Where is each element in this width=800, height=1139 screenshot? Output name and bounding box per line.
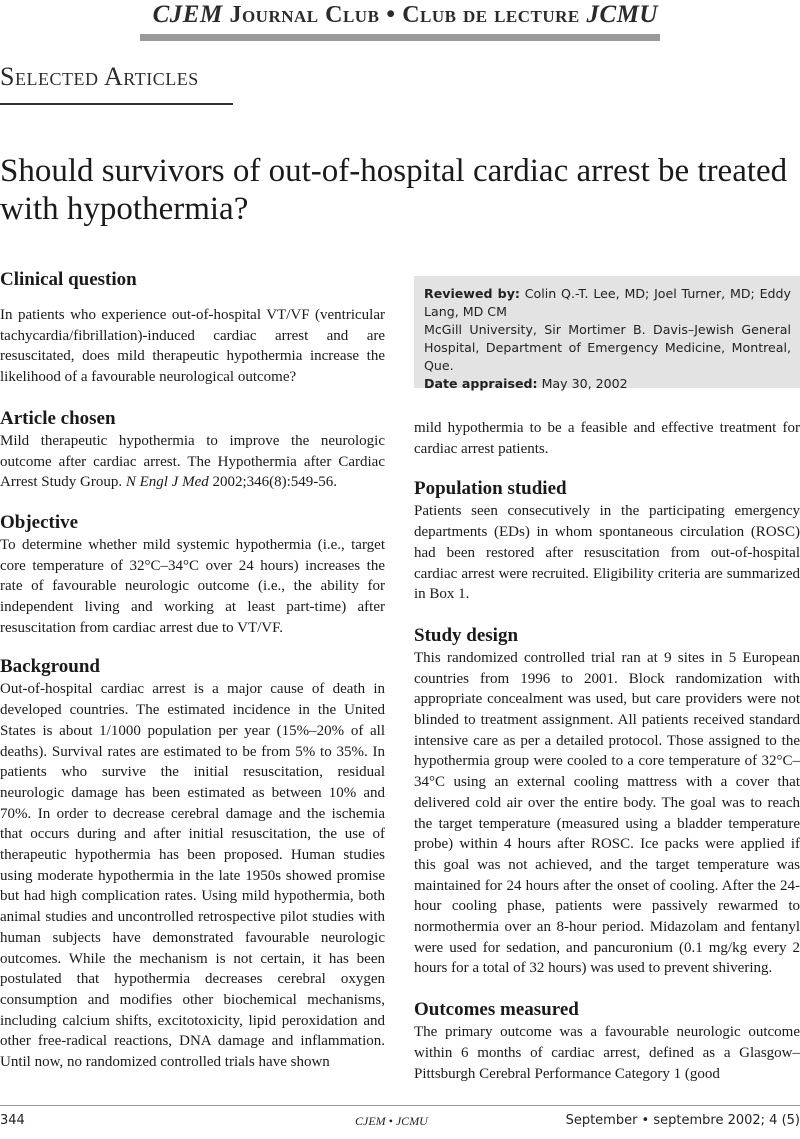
right-column [414,418,800,1084]
objective-heading: Objective [0,511,79,533]
objective-text: To determine whether mild systemic hypothermia (i.e., target core temperature of 32°C–34°C over 24 hours) increases the rate of favourable neurologic outcome (i.e., the ability for independent living and working at least part-time) after resuscitation from cardiac arrest due to VT/VF. [0,536,385,636]
date-appraised-value: May 30, 2002 [541,376,628,391]
background-heading: Background [0,656,100,678]
section-heading: Selected Articles [0,62,199,91]
date-appraised-label: Date appraised: [424,376,538,391]
reviewers [424,285,791,321]
journal-masthead [0,0,800,30]
study-design-text: This randomized controlled trial ran at 9 sites in 5 European countries from 1996 to 2001. Block randomization with appropriate concealment was used, but care providers were not blinded to treatment assignment. All patients received standard intensive care as per a detailed protocol. Those assigned to the hypothermia group were cooled to a core temperature of 32°C–34°C using an external cooling mattress with a cover that delivered cold air over the entire body. The goal was to reach the target temperature (measured using a bladder temperature probe) within 4 hours after ROSC. Ice packs were applied if this goal was not achieved, and the target temperature was maintained for 24 hours after the onset of cooling. After the 24-hour cooling phase, patients were passively rewarmed to normothermia over an 8-hour period. Midazolam and fentanyl were used for sedation, and pancuronium (0.1 mg/kg every 2 hours for a total of 32 hours) was used to prevent shivering. [414,649,800,977]
clinical-question-text: In patients who experience out-of-hospital VT/VF (ventricular tachycardia/fibrillation)-induced cardiac arrest and are resuscitated, does mild therapeutic hypothermia increase the likelihood of a favourable neurological outcome? [0,307,385,386]
population-heading: Population studied [414,478,567,500]
masthead-rule [140,34,660,41]
reviewer-names: Colin Q.-T. Lee, MD; Joel Turner, MD; Eddy Lang, MD CM [424,286,791,319]
outcomes-text: The primary outcome was a favourable neurologic outcome within 6 months of cardiac arrest, defined as a Glasgow–Pittsburgh Cerebral Performance Category 1 (good [414,1024,800,1082]
outcomes-heading: Outcomes measured [414,999,579,1021]
masthead-cjem: CJEM [152,1,223,28]
clinical-question-heading: Clinical question [0,269,137,290]
article-chosen-text [0,431,385,493]
continuation-text: mild hypothermia to be a feasible and effective treatment for cardiac arrest patients. [414,420,800,457]
footer-issue: September • septembre 2002; 4 (5) [565,1113,800,1128]
population-text: Patients seen consecutively in the participating emergency departments (EDs) in whom spontaneous circulation (ROSC) had been restored after resuscitation from out-of-hospital cardiac arrest were recruited. Eligibility criteria are summarized in Box 1. [414,503,800,603]
section-rule [0,103,233,105]
article-chosen-heading: Article chosen [0,407,116,429]
footer-journal: CJEM • JCMU [355,1114,428,1128]
masthead-journal-club: Journal Club [229,2,380,28]
article-chosen-title: Mild therapeutic hypothermia to improve the neurologic outcome after cardiac arrest. The Hypothermia after Cardiac Arrest Study Group. [0,432,385,491]
background-text: Out-of-hospital cardiac arrest is a major cause of death in developed countries. The estimated incidence in the United States is about 1/1000 population per year (15%–20% of all deaths). Survival rates are estimated to be from 5% to 35%. In patients who survive the initial resuscitation, residual neurologic damage has been estimated as between 10% and 70%. In order to decrease cerebral damage and the ischemia that occurs during and after initial resuscitation, the use of therapeutic hypothermia has been proposed. Human studies using moderate hypothermia in the late 1950s showed promise but had high complication rates. Using mild hypothermia, both animal studies and uncontrolled retrospective pilot studies with human subjects have demonstrated favourable neurologic outcomes. While the mechanism is not certain, it has been postulated that hypothermia decreases cerebral oxygen consumption and modifies other biochemical mechanisms, including calcium shifts, excitotoxicity, lipid peroxidation and other free-radical reactions, DNA damage and inflammation. Until now, no randomized controlled trials have shown [0,681,385,1071]
article-title: Should survivors of out-of-hospital cardiac arrest be treated with hypothermia? [0,153,788,227]
masthead-club-de-lecture: Club de lecture [402,2,580,28]
footer-rule [0,1105,800,1106]
left-column [0,268,385,1073]
article-chosen-citation: 2002;346(8):549-56. [212,474,338,491]
reviewer-box [414,276,800,391]
reviewer-affiliation: McGill University, Sir Mortimer B. Davis–Jewish General Hospital, Department of Emergency Medicine, Montreal, Que. [424,322,791,373]
reviewed-by-label: Reviewed by: [424,286,520,301]
masthead-jcmu: JCMU [586,1,658,28]
article-chosen-journal: N Engl J Med [125,474,209,491]
page-number: 344 [0,1113,25,1128]
date-appraised [424,375,791,393]
masthead-separator: • [386,1,396,28]
study-design-heading: Study design [414,624,519,646]
